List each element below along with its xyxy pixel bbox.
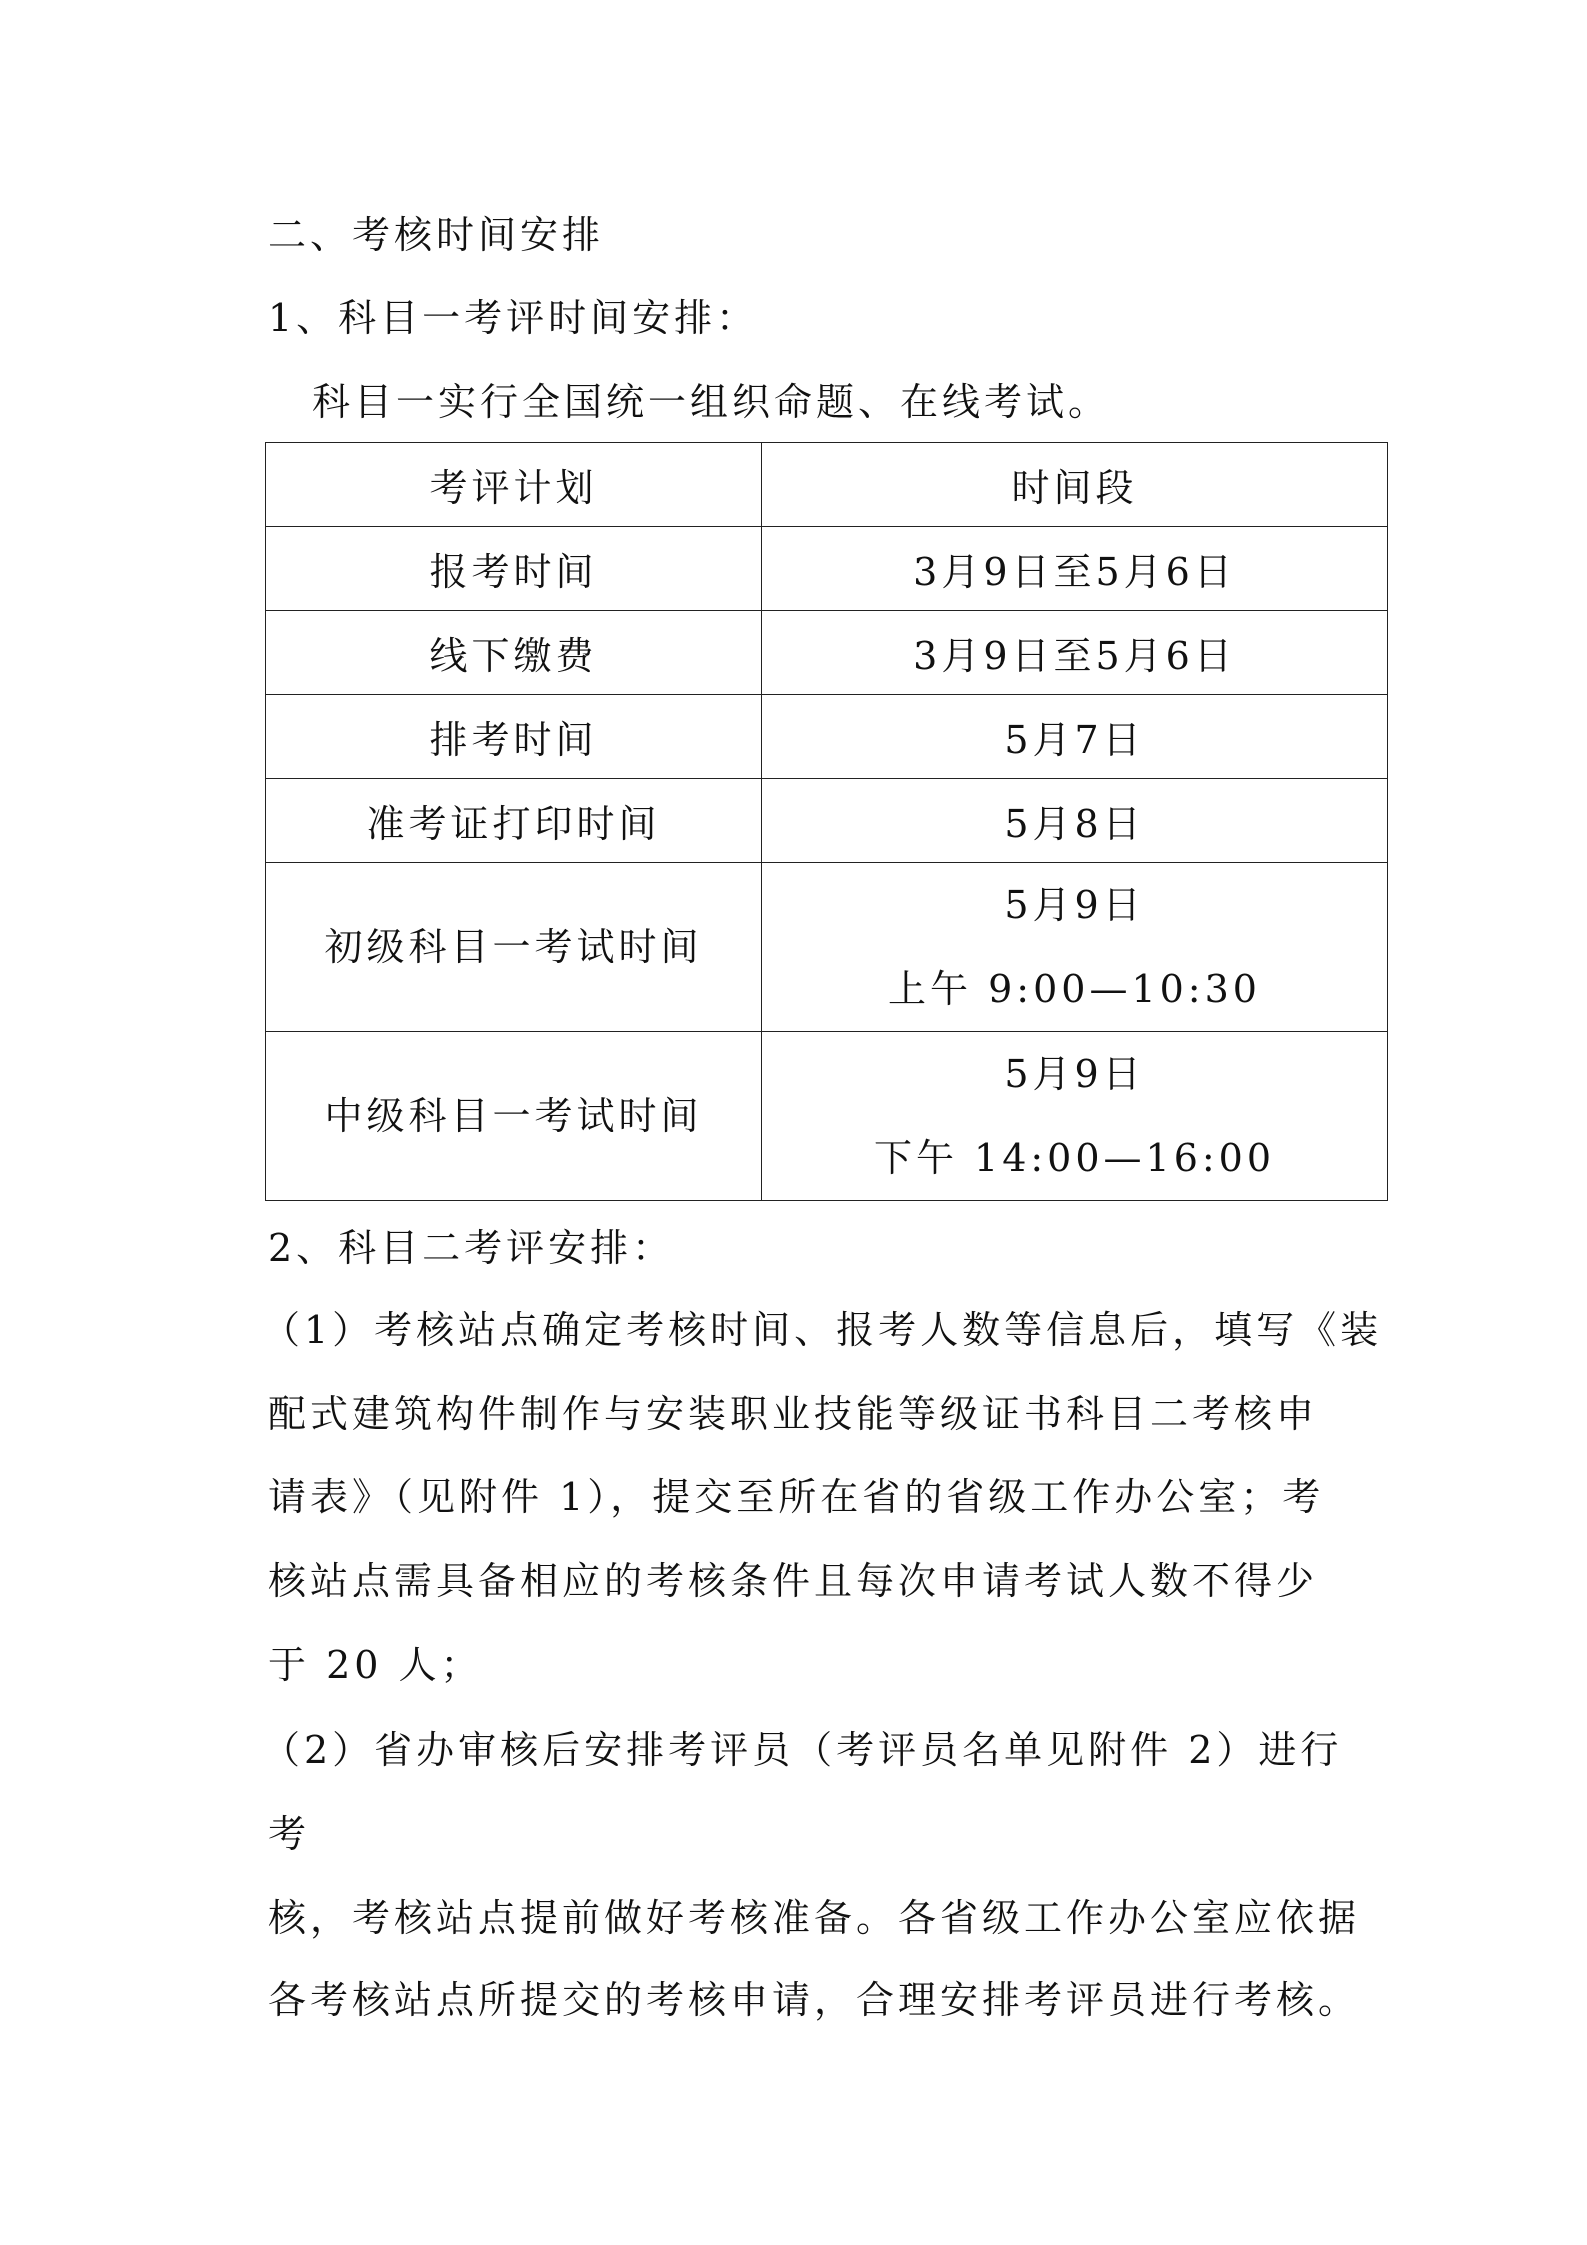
paragraph-line: 核站点需具备相应的考核条件且每次申请考试人数不得少 [268, 1559, 1319, 1603]
paragraph-line: （1）考核站点确定考核时间、报考人数等信息后，填写《装 [262, 1308, 1383, 1352]
paragraph-line: 考 [268, 1812, 311, 1856]
paragraph-line: 请表》（见附件 1），提交至所在省的省级工作办公室；考 [268, 1475, 1325, 1519]
header-time: 时间段 [762, 443, 1388, 527]
table-row [266, 611, 1388, 695]
table-row [266, 863, 1388, 1032]
section-title: 二、考核时间安排 [268, 213, 605, 257]
paragraph-line: 配式建筑构件制作与安装职业技能等级证书科目二考核申 [268, 1392, 1319, 1436]
cell-time: 5月7日 [762, 695, 1388, 779]
cell-plan: 排考时间 [266, 695, 762, 779]
table-row [266, 779, 1388, 863]
cell-time [762, 1032, 1388, 1201]
cell-time: 3月9日至5月6日 [762, 527, 1388, 611]
cell-time: 5月8日 [762, 779, 1388, 863]
paragraph-line: 各考核站点所提交的考核申请，合理安排考评员进行考核。 [268, 1978, 1361, 2022]
cell-plan: 中级科目一考试时间 [266, 1032, 762, 1201]
subsection-2-title: 2、科目二考评安排： [268, 1226, 675, 1270]
header-plan: 考评计划 [266, 443, 762, 527]
cell-plan: 准考证打印时间 [266, 779, 762, 863]
cell-time-date: 5月9日 [1004, 1052, 1145, 1096]
cell-plan: 报考时间 [266, 527, 762, 611]
cell-plan: 初级科目一考试时间 [266, 863, 762, 1032]
table-row [266, 527, 1388, 611]
cell-time [762, 863, 1388, 1032]
paragraph-line: 核，考核站点提前做好考核准备。各省级工作办公室应依据 [268, 1896, 1361, 1940]
table-header-row [266, 443, 1388, 527]
exam-schedule-table [265, 442, 1388, 1201]
cell-plan: 线下缴费 [266, 611, 762, 695]
table-row [266, 695, 1388, 779]
subsection-1-intro: 科目一实行全国统一组织命题、在线考试。 [312, 380, 1111, 424]
cell-time-date: 5月9日 [1004, 883, 1145, 927]
paragraph-line: 于 20 人； [268, 1643, 483, 1687]
cell-time: 3月9日至5月6日 [762, 611, 1388, 695]
cell-time-range: 下午 14:00—16:00 [873, 1136, 1276, 1180]
paragraph-line: （2）省办审核后安排考评员（考评员名单见附件 2）进行 [262, 1728, 1343, 1772]
subsection-1-title: 1、科目一考评时间安排： [268, 296, 759, 340]
cell-time-range: 上午 9:00—10:30 [888, 967, 1261, 1011]
table-row [266, 1032, 1388, 1201]
